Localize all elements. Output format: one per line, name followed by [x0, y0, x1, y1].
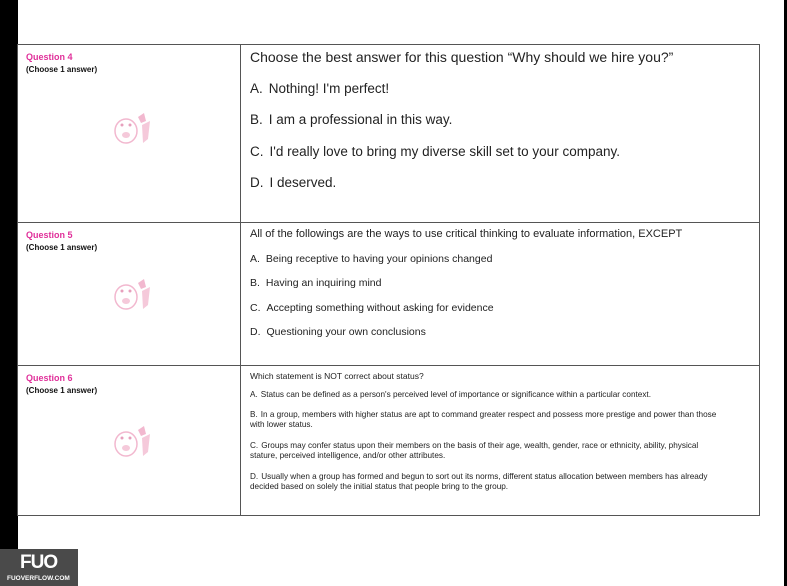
question-info-cell [18, 223, 241, 365]
question-row-6 [18, 366, 759, 515]
option-letter: D. [250, 326, 261, 338]
option-letter: A. [250, 390, 258, 399]
answer-option-d[interactable] [250, 326, 426, 338]
brand-site-name: FUOVERFLOW.COM [7, 575, 70, 582]
question-instruction: (Choose 1 answer) [26, 386, 98, 395]
option-letter: C. [250, 441, 259, 450]
option-letter: C. [250, 302, 261, 314]
question-label: Question 5 [26, 230, 73, 240]
option-text: Usually when a group has formed and begun to sort out its norms, different status allocation between members has already decided based on solely the initial status that people bring to the group. [250, 472, 708, 491]
question-label: Question 4 [26, 52, 73, 62]
answer-option-b[interactable] [250, 112, 452, 127]
answer-option-a[interactable] [250, 390, 720, 400]
option-letter: A. [250, 253, 260, 265]
option-text: Status can be defined as a person's perceived level of importance or significance within a particular context. [260, 390, 651, 399]
question-info-cell [18, 366, 241, 515]
option-letter: B. [250, 277, 260, 289]
answer-option-b[interactable] [250, 410, 720, 430]
option-letter: B. [250, 410, 258, 419]
question-instruction: (Choose 1 answer) [26, 243, 98, 252]
option-letter: A. [250, 81, 263, 96]
question-content-cell [242, 366, 759, 515]
question-text: All of the followings are the ways to use critical thinking to evaluate information, EXCEPT [250, 228, 683, 240]
fuoverflow-brand-badge[interactable] [0, 549, 78, 586]
pink-pig-watermark-icon [110, 422, 154, 462]
option-text: I am a professional in this way. [268, 112, 453, 127]
answer-option-c[interactable] [250, 144, 620, 159]
question-content-cell [242, 45, 759, 222]
question-label: Question 6 [26, 373, 73, 383]
question-instruction: (Choose 1 answer) [26, 65, 98, 74]
option-letter: D. [250, 472, 259, 481]
option-text: I'd really love to bring my diverse skill set to your company. [269, 144, 620, 159]
option-letter: D. [250, 175, 264, 190]
option-text: Groups may confer status upon their members on the basis of their age, wealth, gender, race or ethnicity, ability, physical stature, perceived intelligence, and/or other attributes. [250, 441, 699, 460]
answer-option-a[interactable] [250, 81, 389, 96]
question-content-cell [242, 223, 759, 365]
answer-option-a[interactable] [250, 253, 492, 265]
questions-table [17, 44, 760, 516]
option-text: In a group, members with higher status are apt to command greater respect and possess more prestige and power than those with lower status. [250, 410, 717, 429]
question-text: Which statement is NOT correct about status? [250, 371, 424, 381]
option-text: Questioning your own conclusions [266, 326, 426, 338]
brand-logo: FUO [20, 552, 58, 573]
question-text: Choose the best answer for this question “Why should we hire you?” [250, 49, 674, 65]
question-row-4 [18, 45, 759, 223]
option-letter: C. [250, 144, 264, 159]
answer-option-b[interactable] [250, 277, 382, 289]
answer-option-c[interactable] [250, 441, 720, 461]
option-text: Accepting something without asking for evidence [266, 302, 494, 314]
answer-option-c[interactable] [250, 302, 494, 314]
option-text: Being receptive to having your opinions changed [265, 253, 493, 265]
option-text: I deserved. [269, 175, 337, 190]
left-black-strip [0, 0, 18, 586]
answer-option-d[interactable] [250, 175, 336, 190]
pink-pig-watermark-icon [110, 275, 154, 315]
option-letter: B. [250, 112, 263, 127]
option-text: Having an inquiring mind [265, 277, 382, 289]
pink-pig-watermark-icon [110, 109, 154, 149]
answer-option-d[interactable] [250, 472, 720, 492]
question-info-cell [18, 45, 241, 222]
option-text: Nothing! I'm perfect! [268, 81, 390, 96]
question-row-5 [18, 223, 759, 366]
